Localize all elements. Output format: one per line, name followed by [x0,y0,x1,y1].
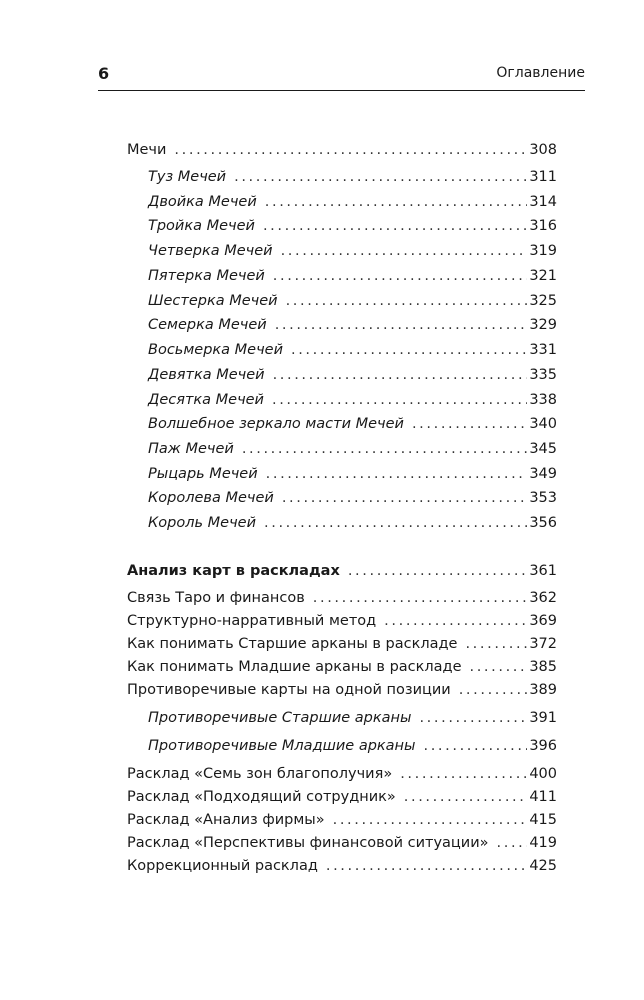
dot-leader [174,142,527,158]
dot-leader [313,590,528,606]
dot-leader [286,293,528,309]
toc-entry-title: Как понимать Старшие арканы в раскладе [127,636,458,652]
toc-entry-title: Связь Таро и финансов [127,590,305,606]
dot-leader [423,738,527,754]
dot-leader [348,563,527,579]
toc-entry[interactable] [148,416,557,438]
toc-entry[interactable] [148,243,557,265]
toc-entry[interactable] [148,466,557,488]
toc-entry-title: Коррекционный расклад [127,858,318,874]
toc-entry-title: Тройка Мечей [148,218,255,234]
toc-entry-title: Расклад «Анализ фирмы» [127,812,325,828]
toc-entry-page: 391 [529,710,557,726]
dot-leader [412,416,527,432]
dot-leader [326,858,527,874]
toc-entry-page: 415 [529,812,557,828]
toc-entry-page: 349 [529,466,557,482]
toc-entry-title: Четверка Мечей [148,243,273,259]
dot-leader [282,490,527,506]
toc-entry[interactable] [127,636,557,658]
toc-entry[interactable] [148,710,557,732]
dot-leader [272,392,527,408]
toc-entry-page: 316 [529,218,557,234]
toc-entry-title: Рыцарь Мечей [148,466,258,482]
toc-entry[interactable] [148,293,557,315]
dot-leader [459,682,528,698]
toc-entry-page: 419 [529,835,557,851]
toc-entry[interactable] [148,738,557,760]
dot-leader [273,367,528,383]
dot-leader [400,766,527,782]
toc-entry-page: 311 [529,169,557,185]
toc-entry-page: 308 [529,142,557,158]
toc-entry-title: Восьмерка Мечей [148,342,283,358]
toc-entry-page: 369 [529,613,557,629]
toc-entry[interactable] [127,682,557,704]
dot-leader [384,613,527,629]
toc-entry-title: Туз Мечей [148,169,227,185]
toc-entry[interactable] [127,659,557,681]
toc-entry-page: 345 [529,441,557,457]
page-header [98,64,585,90]
dot-leader [291,342,527,358]
toc-entry-page: 338 [529,392,557,408]
toc-entry[interactable] [148,515,557,537]
toc-entry-page: 340 [529,416,557,432]
dot-leader [273,268,528,284]
toc-entry[interactable] [127,835,557,857]
dot-leader [404,789,528,805]
toc-entry-page: 400 [529,766,557,782]
toc-entry-page: 411 [529,789,557,805]
toc-entry[interactable] [127,142,557,164]
toc-entry-page: 331 [529,342,557,358]
toc-entry[interactable] [148,268,557,290]
toc-entry-title: Мечи [127,142,167,158]
toc-entry[interactable] [127,858,557,880]
toc-entry[interactable] [127,812,557,834]
dot-leader [469,659,527,675]
toc-entry[interactable] [148,342,557,364]
toc-entry[interactable] [127,766,557,788]
toc-entry-title: Король Мечей [148,515,257,531]
toc-entry-title: Анализ карт в раскладах [127,563,340,579]
toc-entry-title: Противоречивые карты на одной позиции [127,682,451,698]
toc-entry-page: 362 [529,590,557,606]
toc-entry[interactable] [127,563,557,585]
toc-entry-title: Волшебное зеркало масти Мечей [148,416,404,432]
dot-leader [264,515,527,531]
toc-entry[interactable] [148,194,557,216]
toc-entry-page: 329 [529,317,557,333]
toc-entry[interactable] [127,590,557,612]
dot-leader [497,835,528,851]
toc-entry-page: 321 [529,268,557,284]
toc-entry-title: Шестерка Мечей [148,293,278,309]
toc-entry-title: Пятерка Мечей [148,268,265,284]
dot-leader [275,317,528,333]
toc-entry-page: 353 [529,490,557,506]
toc-entry[interactable] [148,317,557,339]
dot-leader [263,218,527,234]
toc-entry[interactable] [148,218,557,240]
dot-leader [281,243,528,259]
dot-leader [419,710,527,726]
toc-entry-page: 361 [529,563,557,579]
toc-entry-title: Девятка Мечей [148,367,265,383]
header-rule [98,90,585,91]
toc-entry-page: 325 [529,293,557,309]
dot-leader [234,169,527,185]
dot-leader [333,812,528,828]
toc-entry[interactable] [127,789,557,811]
toc-entry-page: 396 [529,738,557,754]
toc-entry-title: Королева Мечей [148,490,274,506]
toc-entry[interactable] [148,441,557,463]
toc-entry-title: Расклад «Перспективы финансовой ситуации» [127,835,489,851]
toc-entry[interactable] [148,490,557,512]
toc-entry-title: Противоречивые Младшие арканы [148,738,416,754]
toc-entry-page: 425 [529,858,557,874]
toc-entry-page: 314 [529,194,557,210]
toc-entry-page: 319 [529,243,557,259]
toc-entry-title: Расклад «Подходящий сотрудник» [127,789,396,805]
toc-entry-page: 389 [529,682,557,698]
dot-leader [465,636,527,652]
toc-entry[interactable] [127,613,557,635]
toc-entry[interactable] [148,169,557,191]
toc-entry[interactable] [148,392,557,414]
toc-entry-title: Как понимать Младшие арканы в раскладе [127,659,462,675]
page-number: 6 [98,64,110,83]
toc-entry-title: Расклад «Семь зон благополучия» [127,766,393,782]
toc-entry-title: Двойка Мечей [148,194,257,210]
section-title: Оглавление [496,65,585,81]
toc-entry-page: 372 [529,636,557,652]
toc-entry-page: 335 [529,367,557,383]
toc-entry-page: 385 [529,659,557,675]
toc-entry-title: Противоречивые Старшие арканы [148,710,412,726]
dot-leader [266,466,528,482]
toc-entry[interactable] [148,367,557,389]
toc-entry-title: Структурно-нарративный метод [127,613,377,629]
toc-entry-page: 356 [529,515,557,531]
toc-entry-title: Паж Мечей [148,441,234,457]
toc-entry-title: Семерка Мечей [148,317,267,333]
dot-leader [242,441,528,457]
toc-entry-title: Десятка Мечей [148,392,264,408]
dot-leader [265,194,528,210]
